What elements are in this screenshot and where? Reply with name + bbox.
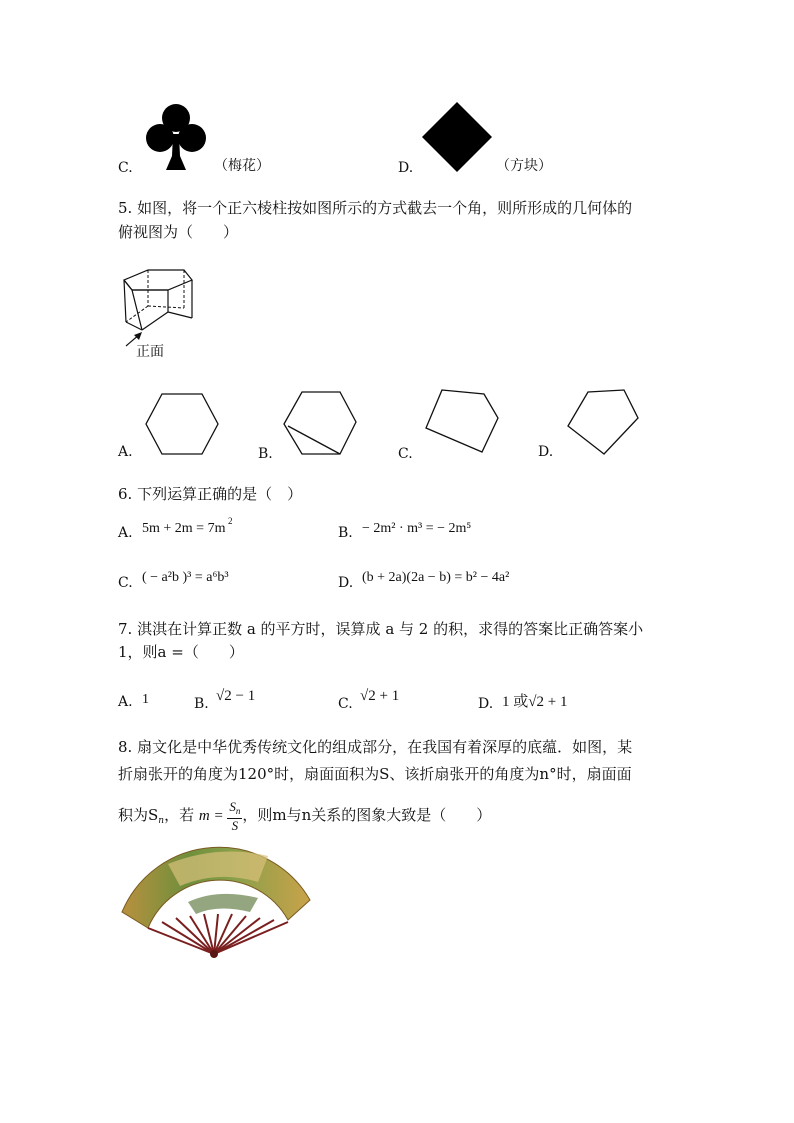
q8-stem-line3: 积为$S_n$，若 m = $\frac{S_n}{S}$ ，则m与n关系的图象大致是（ ）	[118, 799, 492, 833]
q7-option-d-label: D.	[478, 696, 494, 712]
q7-option-b-value: √2 − 1	[216, 688, 256, 704]
q6-stem: 6. 下列运算正确的是（ ）	[118, 485, 303, 503]
q8-if: ，若	[164, 805, 195, 824]
option-b-hexagon-with-line	[280, 390, 360, 458]
q8-area-s: 积为S	[118, 805, 159, 824]
club-suit-icon	[140, 98, 212, 174]
q6-option-a-math: 5m + 2m = 7m	[142, 521, 226, 536]
q6-option-d-label: D.	[338, 575, 354, 591]
q8-fraction: m = $\frac{S_n}{S}$	[198, 799, 241, 833]
q4-option-c-label: C.	[118, 160, 133, 176]
q7-option-a-label: A.	[118, 694, 133, 710]
q4-option-d-caption: （方块）	[496, 158, 552, 174]
q6-option-b-label: B.	[338, 525, 353, 541]
q8-stem-line1: 8. 扇文化是中华优秀传统文化的组成部分，在我国有着深厚的底蕴．如图，某	[118, 738, 633, 756]
q6-option-c-math: ( − a²b )³ = a⁶b³	[142, 570, 229, 585]
q8-rest: ，则m与n关系的图象大致是（ ）	[242, 805, 492, 824]
option-a-hexagon	[142, 392, 222, 456]
q6-option-a-exponent: 2	[228, 516, 233, 526]
q5-option-a-label: A.	[118, 444, 133, 460]
q5-option-d-label: D.	[538, 444, 554, 460]
q7-option-d-value: 1 或√2 + 1	[502, 694, 568, 710]
q8-stem-line2: 折扇张开的角度为120°时，扇面面积为S、该折扇张开的角度为n°时，扇面面	[118, 765, 632, 783]
q5-option-c-label: C.	[398, 446, 413, 462]
q4-option-c-caption: （梅花）	[214, 158, 270, 174]
q7-option-c-label: C.	[338, 696, 353, 712]
option-d-pentagon	[562, 388, 644, 458]
q6-option-b-math: − 2m² · m³ = − 2m⁵	[362, 521, 472, 536]
folding-fan-image	[118, 842, 328, 960]
q6-option-c-label: C.	[118, 575, 133, 591]
q5-stem-line1: 5. 如图，将一个正六棱柱按如图所示的方式截去一个角，则所形成的几何体的	[118, 199, 633, 217]
q7-option-a-value: 1	[142, 692, 149, 707]
q5-option-b-label: B.	[258, 446, 273, 462]
q7-stem-line2: 1，则a =（ ）	[118, 643, 244, 661]
diamond-suit-icon	[420, 100, 494, 174]
q5-stem-line2: 俯视图为（ ）	[118, 223, 239, 241]
q4-option-d-label: D.	[398, 160, 414, 176]
q7-option-b-label: B.	[194, 696, 209, 712]
q7-stem-line1: 7. 淇淇在计算正数 a 的平方时，误算成 a 与 2 的积，求得的答案比正确答案小	[118, 620, 644, 638]
q6-option-a-label: A.	[118, 525, 133, 541]
q7-option-c-value: √2 + 1	[360, 688, 400, 704]
q6-option-d-math: (b + 2a)(2a − b) = b² − 4a²	[362, 570, 510, 585]
front-label: 正面	[136, 344, 164, 360]
option-c-pentagon	[420, 388, 504, 458]
